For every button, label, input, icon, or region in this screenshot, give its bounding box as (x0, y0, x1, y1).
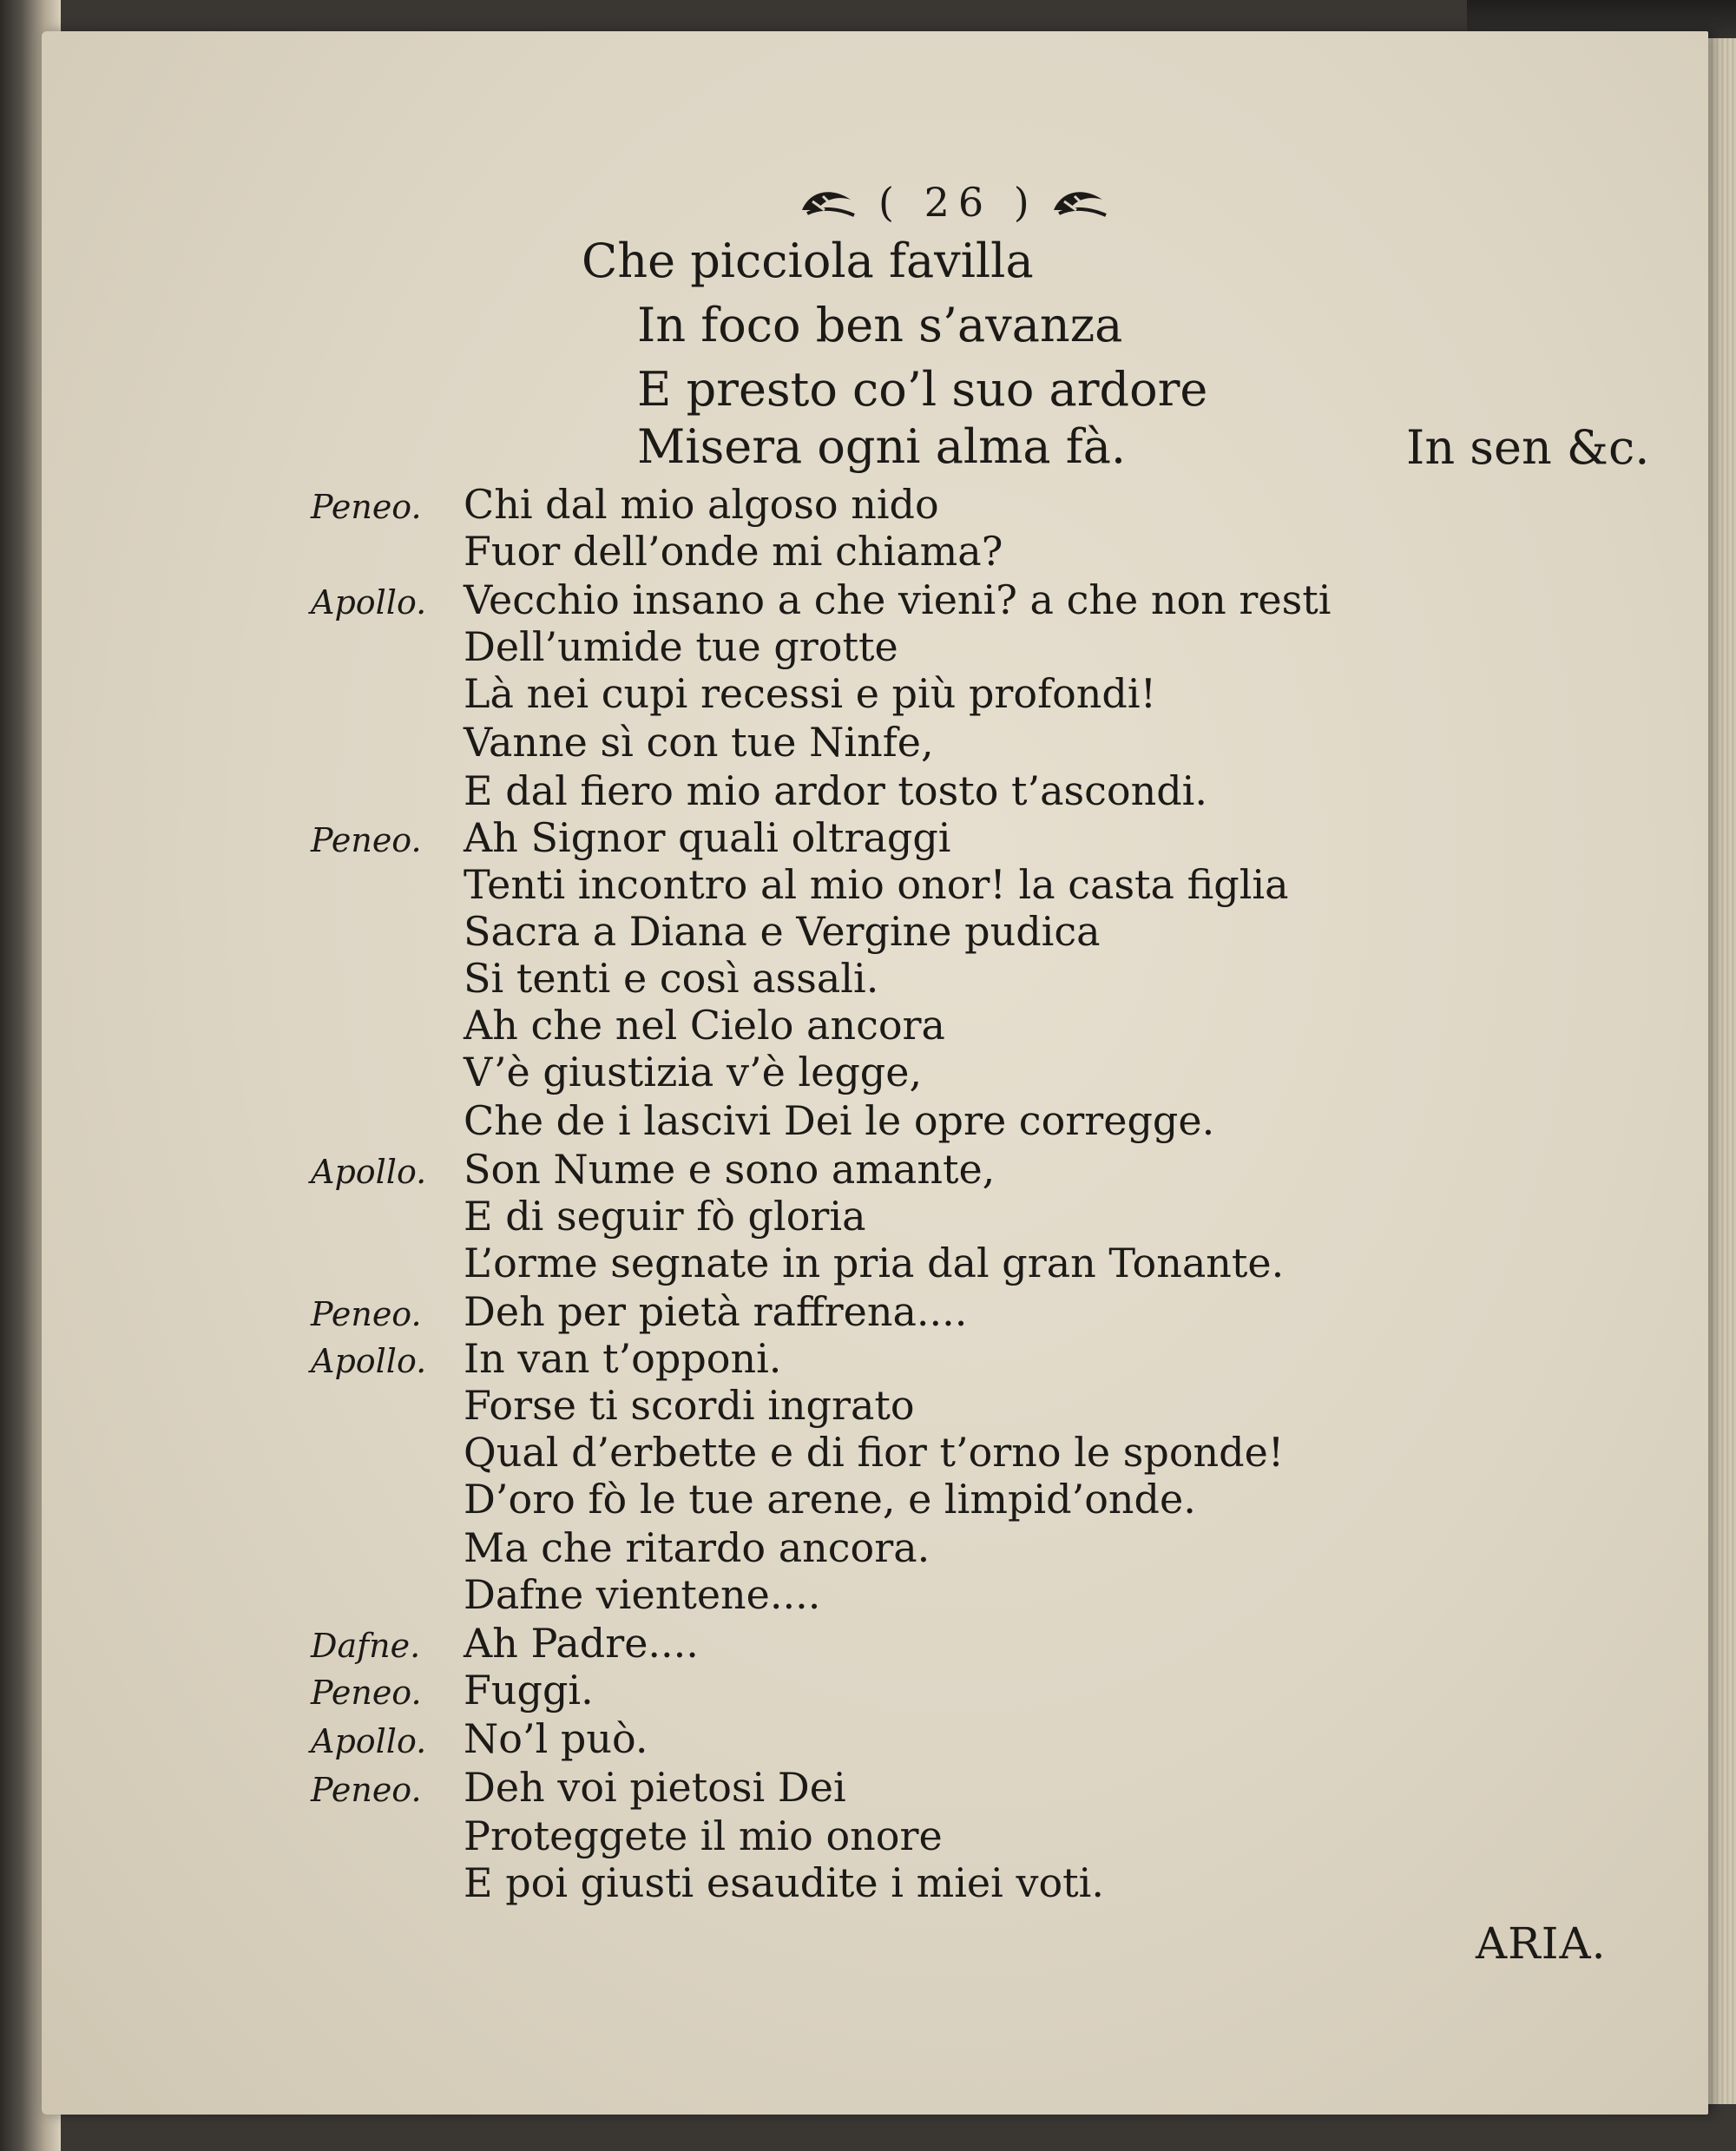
speech-line: Sacra a Diana e Vergine pudica (464, 908, 1101, 955)
page-header (799, 179, 1163, 238)
speech-line: Chi dal mio algoso nido (464, 481, 939, 528)
speech-line: Ah che nel Cielo ancora (464, 1002, 945, 1049)
speech-line: Vecchio insano a che vieni? a che non resti (464, 576, 1332, 623)
speech-line: E dal fiero mio ardor tosto t’ascondi. (464, 767, 1208, 814)
speech-line: Deh voi pietosi Dei (464, 1764, 846, 1811)
fleuron-icon (1050, 184, 1111, 222)
speech-line: Son Nume e sono amante, (464, 1146, 996, 1193)
speech-line: Ah Padre.... (464, 1620, 699, 1667)
speech-line: Tenti incontro al mio onor! la casta figlia (464, 861, 1289, 908)
aria-verse-line: Misera ogni alma fà. (637, 419, 1127, 474)
catchword: ARIA. (1476, 1918, 1607, 1969)
speech-line: D’oro fò le tue arene, e limpid’onde. (464, 1476, 1196, 1523)
speech-line: V’è giustizia v’è legge, (464, 1049, 923, 1095)
speech-line: Qual d’erbette e di fior t’orno le sponde! (464, 1429, 1285, 1476)
speech-line: Dell’umide tue grotte (464, 623, 898, 670)
speaker-label: Peneo. (311, 1295, 422, 1333)
speech-line: E poi giusti esaudite i miei voti. (464, 1859, 1104, 1906)
speech-line: Proteggete il mio onore (464, 1812, 943, 1859)
speech-line: Che de i lascivi Dei le opre corregge. (464, 1097, 1215, 1144)
speech-line: Là nei cupi recessi e più profondi! (464, 670, 1157, 717)
aria-cue: In sen &c. (1406, 420, 1650, 475)
speaker-label: Apollo. (311, 583, 427, 622)
speaker-label: Peneo. (311, 488, 422, 526)
aria-verse-line: Che picciola favilla (582, 234, 1034, 288)
speaker-label: Apollo. (311, 1153, 427, 1191)
speaker-label: Peneo. (311, 1771, 422, 1809)
speaker-label: Apollo. (311, 1342, 427, 1380)
speaker-label: Apollo. (311, 1722, 427, 1760)
speech-line: Fuggi. (464, 1667, 594, 1714)
speech-line: Ma che ritardo ancora. (464, 1524, 930, 1571)
speaker-label: Peneo. (311, 1674, 422, 1712)
speaker-label: Peneo. (311, 821, 422, 859)
speech-line: Si tenti e così assali. (464, 955, 879, 1002)
speech-line: Dafne vientene.... (464, 1571, 821, 1618)
speech-line: L’orme segnate in pria dal gran Tonante. (464, 1240, 1285, 1286)
speech-line: Forse ti scordi ingrato (464, 1382, 915, 1429)
speech-line: E di seguir fò gloria (464, 1193, 866, 1240)
speech-line: In van t’opponi. (464, 1335, 782, 1382)
fleuron-icon (799, 184, 859, 222)
speech-line: Deh per pietà raffrena.... (464, 1288, 968, 1335)
speech-line: Vanne sì con tue Ninfe, (464, 719, 934, 766)
speech-line: No’l può. (464, 1715, 648, 1762)
aria-verse-line: E presto co’l suo ardore (637, 362, 1208, 417)
speaker-label: Dafne. (311, 1627, 421, 1665)
page-number: ( 26 ) (878, 179, 1038, 226)
speech-line: Ah Signor quali oltraggi (464, 814, 951, 861)
aria-verse-line: In foco ben s’avanza (637, 298, 1123, 352)
speech-line: Fuor dell’onde mi chiama? (464, 528, 1003, 575)
